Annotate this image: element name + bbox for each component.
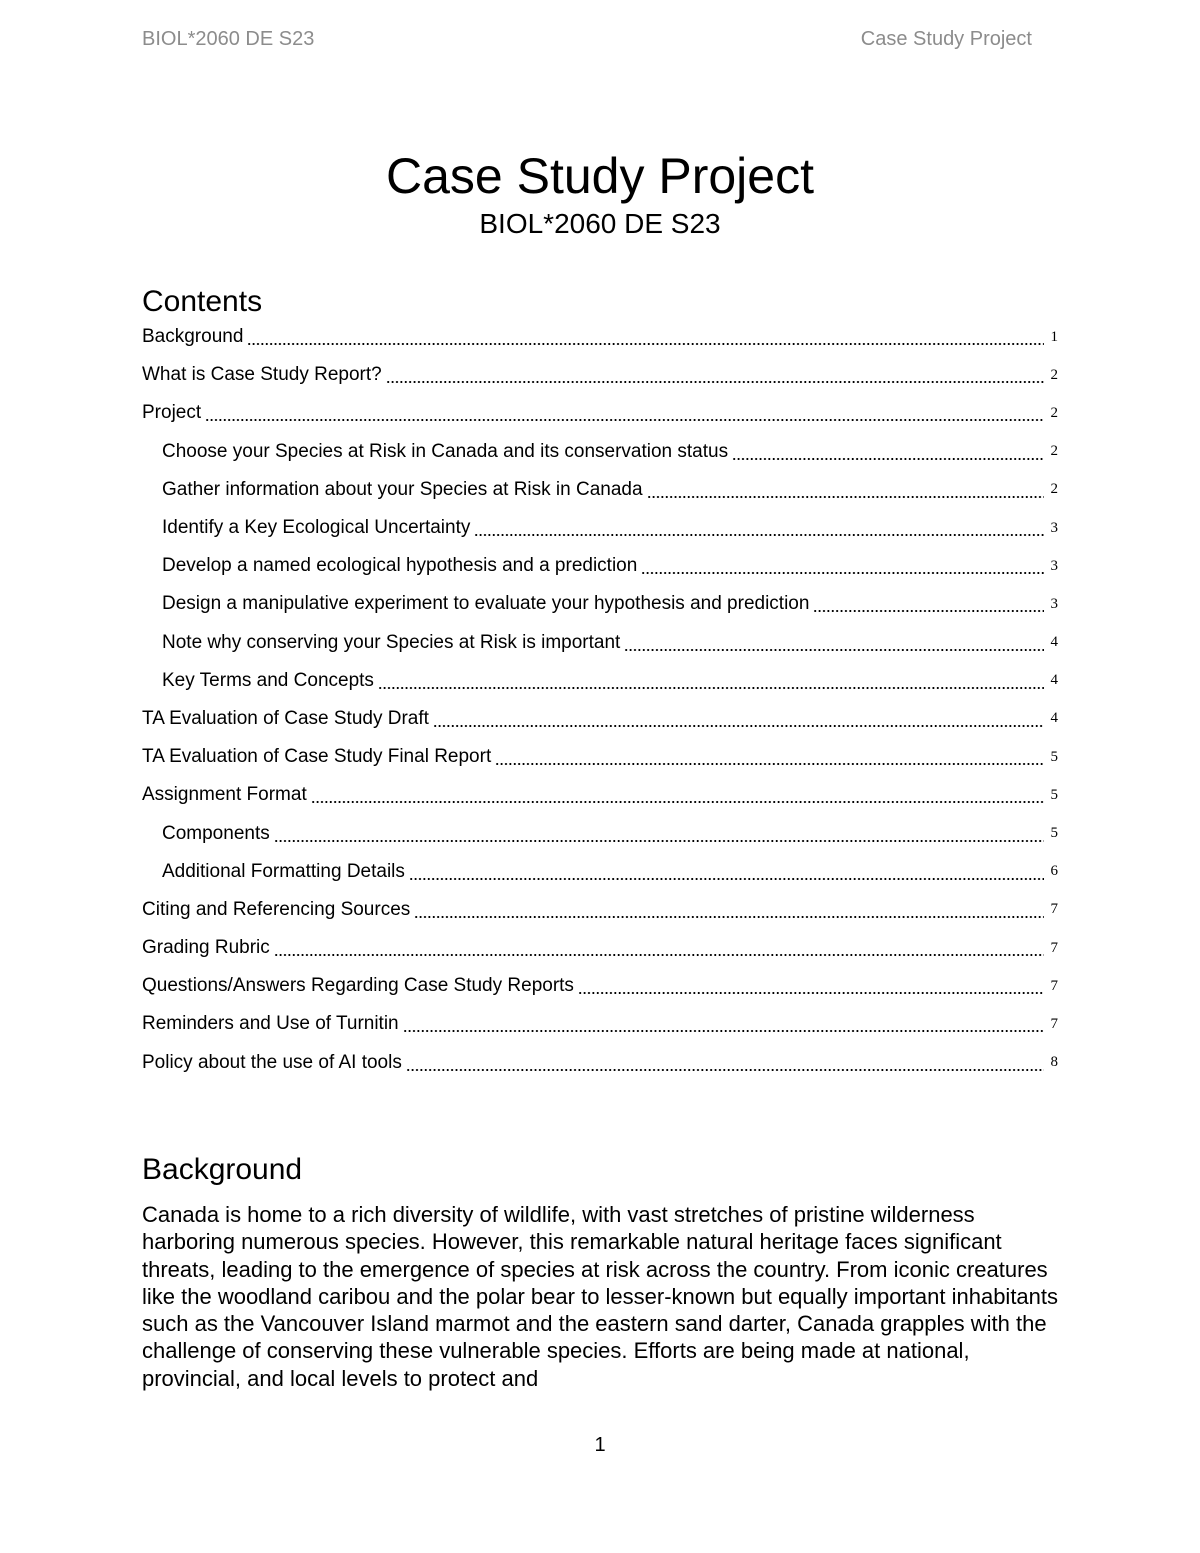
- toc-entry[interactable]: [142, 394, 1058, 432]
- toc-entry-page-number: 7: [1050, 977, 1058, 994]
- toc-entry-label[interactable]: Policy about the use of AI tools: [142, 1051, 402, 1073]
- background-paragraph: Canada is home to a rich diversity of wildlife, with vast stretches of pristine wilderness harboring numerous species. However, this remarkable natural heritage faces significant threats, leading to the emergence of species at risk across the country. From iconic creatures like the woodland caribou and the polar bear to lesser-known but equally important inhabitants such as the Vancouver Island marmot and the eastern sand darter, Canada grapples with the challenge of conserving these vulnerable species. Efforts are being made at national, provincial, and local levels to protect and: [142, 1202, 1059, 1391]
- toc-entry-label[interactable]: Identify a Key Ecological Uncertainty: [162, 517, 471, 539]
- toc-entry[interactable]: [142, 929, 1058, 967]
- toc-entry-label[interactable]: Assignment Format: [142, 784, 307, 806]
- toc-dot-leader: [474, 519, 1044, 537]
- background-heading: Background: [142, 1153, 303, 1186]
- toc-dot-leader: [495, 748, 1044, 766]
- toc-entry[interactable]: [142, 853, 1058, 891]
- page-number: 1: [594, 1434, 606, 1456]
- toc-entry[interactable]: [142, 547, 1058, 585]
- toc-entry[interactable]: [142, 1005, 1058, 1043]
- toc-dot-leader: [813, 595, 1044, 613]
- toc-entry-page-number: 8: [1050, 1054, 1058, 1071]
- toc-entry-page-number: 4: [1050, 710, 1058, 727]
- toc-entry[interactable]: [142, 967, 1058, 1005]
- toc-dot-leader: [378, 672, 1044, 690]
- toc-entry-page-number: 1: [1050, 328, 1058, 345]
- toc-entry-page-number: 2: [1050, 481, 1058, 498]
- toc-dot-leader: [386, 366, 1044, 384]
- toc-entry[interactable]: [142, 624, 1058, 662]
- toc-dot-leader: [311, 786, 1044, 804]
- toc-entry[interactable]: [142, 1044, 1058, 1082]
- toc-dot-leader: [578, 977, 1044, 995]
- toc-entry-label[interactable]: Project: [142, 402, 202, 424]
- toc-dot-leader: [732, 443, 1044, 461]
- toc-entry[interactable]: [142, 509, 1058, 547]
- toc-entry-label[interactable]: Develop a named ecological hypothesis and a prediction: [162, 555, 638, 577]
- header-document-title: Case Study Project: [860, 28, 1032, 50]
- toc-entry[interactable]: [142, 356, 1058, 394]
- toc-entry[interactable]: [142, 471, 1058, 509]
- toc-entry-page-number: 3: [1050, 557, 1058, 574]
- toc-entry-label[interactable]: Citing and Referencing Sources: [142, 898, 411, 920]
- toc-entry-label[interactable]: TA Evaluation of Case Study Draft: [142, 707, 429, 729]
- document-subtitle: BIOL*2060 DE S23: [479, 208, 721, 239]
- toc-entry-page-number: 2: [1050, 404, 1058, 421]
- toc-entry-page-number: 2: [1050, 366, 1058, 383]
- toc-dot-leader: [409, 863, 1044, 881]
- toc-entry-page-number: 7: [1050, 901, 1058, 918]
- toc-dot-leader: [624, 634, 1044, 652]
- toc-entry[interactable]: [142, 776, 1058, 814]
- toc-entry[interactable]: [142, 433, 1058, 471]
- toc-entry-page-number: 3: [1050, 595, 1058, 612]
- toc-entry-label[interactable]: Key Terms and Concepts: [162, 669, 374, 691]
- toc-dot-leader: [641, 557, 1044, 575]
- toc-dot-leader: [403, 1015, 1044, 1033]
- toc-entry-page-number: 2: [1050, 443, 1058, 460]
- toc-dot-leader: [414, 901, 1044, 919]
- toc-entry-page-number: 4: [1050, 634, 1058, 651]
- toc-dot-leader: [433, 710, 1044, 728]
- toc-entry-label[interactable]: Grading Rubric: [142, 937, 270, 959]
- toc-entry-label[interactable]: What is Case Study Report?: [142, 364, 382, 386]
- toc-entry-page-number: 5: [1050, 825, 1058, 842]
- toc-entry-label[interactable]: Gather information about your Species at Risk in Canada: [162, 478, 643, 500]
- table-of-contents: [142, 318, 1058, 1082]
- toc-dot-leader: [247, 328, 1044, 346]
- document-title: Case Study Project: [386, 148, 814, 204]
- toc-entry-page-number: 3: [1050, 519, 1058, 536]
- toc-entry-label[interactable]: TA Evaluation of Case Study Final Report: [142, 746, 492, 768]
- toc-entry-label[interactable]: Choose your Species at Risk in Canada and its conservation status: [162, 440, 729, 462]
- toc-dot-leader: [647, 481, 1044, 499]
- toc-entry[interactable]: [142, 891, 1058, 929]
- toc-entry[interactable]: [142, 814, 1058, 852]
- toc-entry-page-number: 5: [1050, 786, 1058, 803]
- toc-entry-label[interactable]: Background: [142, 326, 244, 348]
- toc-entry-label[interactable]: Questions/Answers Regarding Case Study Reports: [142, 975, 574, 997]
- contents-heading: Contents: [142, 285, 263, 318]
- toc-dot-leader: [274, 939, 1044, 957]
- toc-entry-page-number: 7: [1050, 939, 1058, 956]
- toc-dot-leader: [274, 825, 1044, 843]
- toc-entry[interactable]: [142, 662, 1058, 700]
- toc-entry[interactable]: [142, 318, 1058, 356]
- toc-entry-label[interactable]: Design a manipulative experiment to evaluate your hypothesis and prediction: [162, 593, 810, 615]
- toc-entry-label[interactable]: Reminders and Use of Turnitin: [142, 1013, 399, 1035]
- toc-entry[interactable]: [142, 700, 1058, 738]
- toc-entry-page-number: 4: [1050, 672, 1058, 689]
- toc-dot-leader: [406, 1054, 1044, 1072]
- toc-entry-page-number: 6: [1050, 863, 1058, 880]
- toc-entry-page-number: 5: [1050, 748, 1058, 765]
- toc-entry-label[interactable]: Components: [162, 822, 270, 844]
- toc-dot-leader: [205, 404, 1044, 422]
- toc-entry-label[interactable]: Note why conserving your Species at Risk is important: [162, 631, 621, 653]
- toc-entry[interactable]: [142, 738, 1058, 776]
- header-course-code: BIOL*2060 DE S23: [142, 28, 315, 50]
- toc-entry[interactable]: [142, 585, 1058, 623]
- toc-entry-page-number: 7: [1050, 1015, 1058, 1032]
- toc-entry-label[interactable]: Additional Formatting Details: [162, 860, 405, 882]
